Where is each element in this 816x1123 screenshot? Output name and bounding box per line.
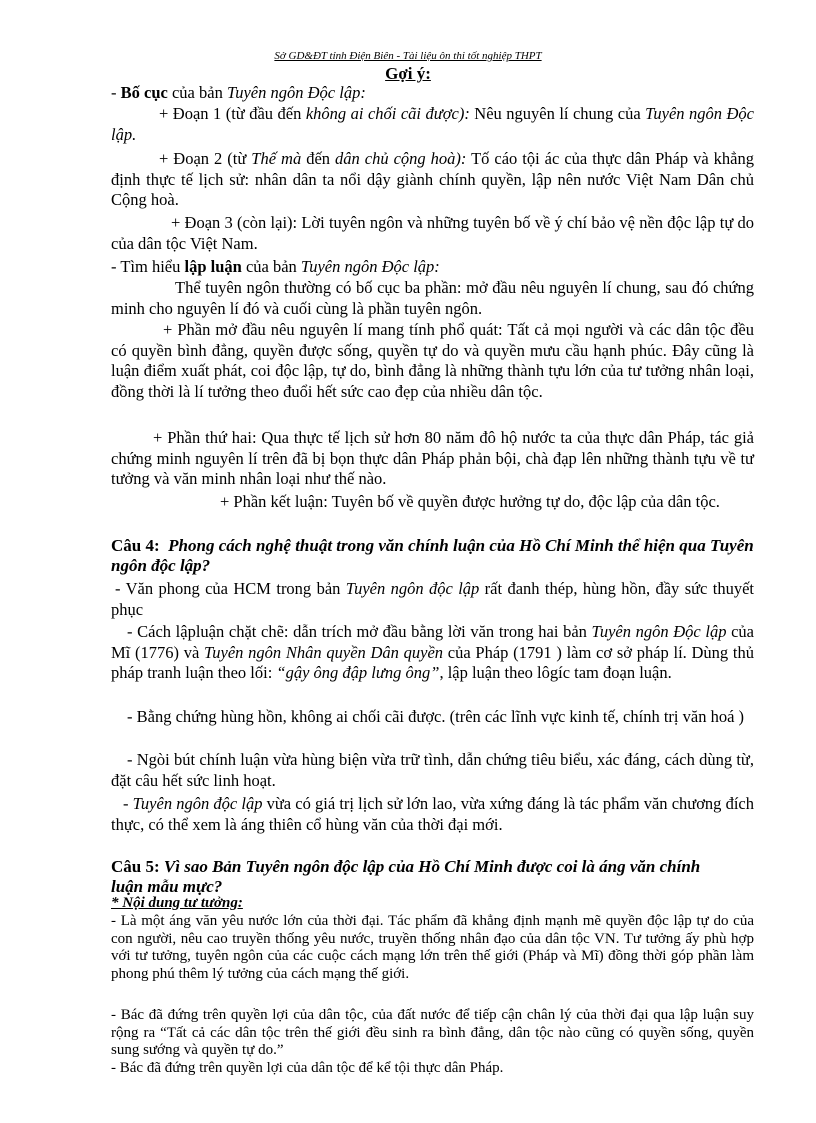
- cau-4-p1: - Văn phong của HCM trong bản Tuyên ngôn độc lập rất đanh thép, hùng hồn, đầy sức thuyết phục: [111, 579, 755, 619]
- lap-luan-p3: + Phần thứ hai: Qua thực tế lịch sử hơn 80 năm đô hộ nước ta của thực dân Pháp, tác giả chứng minh nguyên lí trên đã bị bọn thực dân Pháp phản bội, chà đạp lên những thành tựu về tư tưởng và văn minh nhân loại như thế nào.: [111, 428, 754, 488]
- doan-3: + Đoạn 3 (còn lại): Lời tuyên ngôn và những tuyên bố về ý chí bảo vệ nền độc lập tự do của dân tộc Việt Nam.: [111, 213, 754, 253]
- cau-4-p3: - Bằng chứng hùng hồn, không ai chối cãi được. (trên các lĩnh vực kinh tế, chính trị văn hoá ): [127, 707, 745, 726]
- noi-dung-heading: * Nội dung tư tưởng:: [111, 895, 243, 911]
- page-header: Sở GD&ĐT tỉnh Điện Biên - Tài liệu ôn thi tốt nghiệp THPT: [274, 50, 542, 62]
- lap-luan-p1: Thể tuyên ngôn thường có bố cục ba phần: mở đầu nêu nguyên lí chung, sau đó chứng minh cho nguyên lí đó và cuối cùng là phần tuyên ngôn.: [111, 278, 754, 318]
- lap-luan-p4: + Phần kết luận: Tuyên bố về quyền được hưởng tự do, độc lập của dân tộc.: [220, 492, 720, 511]
- cau-4-question: Câu 4: Phong cách nghệ thuật trong văn chính luận của Hồ Chí Minh thể hiện qua Tuyên ngôn độc lập?: [111, 536, 754, 575]
- bo-cuc-heading: - Bố cục của bản Tuyên ngôn Độc lập:: [111, 83, 366, 102]
- cau-5-p3: - Bác đã đứng trên quyền lợi của dân tộc để kể tội thực dân Pháp.: [111, 1060, 504, 1076]
- cau-4-p5: - Tuyên ngôn độc lập vừa có giá trị lịch sử lớn lao, vừa xứng đáng là tác phẩm văn chương đích thực, có thể xem là áng thiên cổ hùng văn của thời đại mới.: [111, 794, 754, 834]
- doan-2: + Đoạn 2 (từ Thế mà đến dân chủ cộng hoà): Tố cáo tội ác của thực dân Pháp và khẳng định thực tế lịch sử: nhân dân ta nổi dậy giành chính quyền, lập nên nước Việt Nam Dân chủ Cộng hoà.: [111, 149, 754, 209]
- cau-4-p2: - Cách lậpluận chặt chẽ: dẫn trích mở đầu bằng lời văn trong hai bản Tuyên ngôn Độc lập của Mĩ (1776) và Tuyên ngôn Nhân quyền Dân quyền của Pháp (1791 ) làm cơ sở pháp lí. Dùng thủ pháp tranh luận theo lối: “gậy ông đập lưng ông”, lập luận theo lôgíc tam đoạn luận.: [111, 622, 754, 682]
- cau-5-question: Câu 5: Vì sao Bản Tuyên ngôn độc lập của Hồ Chí Minh được coi là áng văn chính luận mẫu mực?: [111, 857, 701, 896]
- doan-1: + Đoạn 1 (từ đầu đến không ai chối cãi được): Nêu nguyên lí chung của Tuyên ngôn Độc lập.: [111, 104, 754, 144]
- cau-5-p1: - Là một áng văn yêu nước lớn của thời đại. Tác phẩm đã khẳng định mạnh mẽ quyền độc lập tự do của con người, nêu cao truyền thống yêu nước, truyền thống nhân đạo của dân tộc VN. Tư tưởng ấy phù hợp với tư tưởng, tuyên ngôn của các cuộc cách mạng lớn trên thế giới (Pháp và Mĩ) đồng thời góp phần làm phong phú thêm lý tưởng của cách mạng thế giới.: [111, 913, 754, 982]
- lap-luan-p2: + Phần mở đầu nêu nguyên lí mang tính phổ quát: Tất cả mọi người và các dân tộc đều có quyền bình đẳng, quyền được sống, quyền tự do và quyền mưu cầu hạnh phúc. Đây cũng là luận điểm xuất phát, coi độc lập, tự do, bình đẳng là những thành tựu lớn của tư tưởng nhân loại, đồng thời là lí tưởng theo đuổi hết sức cao đẹp của nhiều dân tộc.: [111, 320, 754, 401]
- cau-5-p2: - Bác đã đứng trên quyền lợi của dân tộc, của đất nước để tiếp cận chân lý của thời đại qua lập luận suy rộng ra “Tất cả các dân tộc trên thế giới đều sinh ra bình đẳng, dân tộc nào cũng có quyền sống, quyền sung sướng và quyền tự do.”: [111, 1007, 754, 1058]
- cau-4-p4: - Ngòi bút chính luận vừa hùng biện vừa trữ tình, dẫn chứng tiêu biểu, xác đáng, cách dùng từ, đặt câu hết sức linh hoạt.: [111, 750, 754, 790]
- lap-luan-heading: - Tìm hiểu lập luận của bản Tuyên ngôn Độc lập:: [111, 257, 440, 276]
- page-title: Gợi ý:: [385, 64, 431, 83]
